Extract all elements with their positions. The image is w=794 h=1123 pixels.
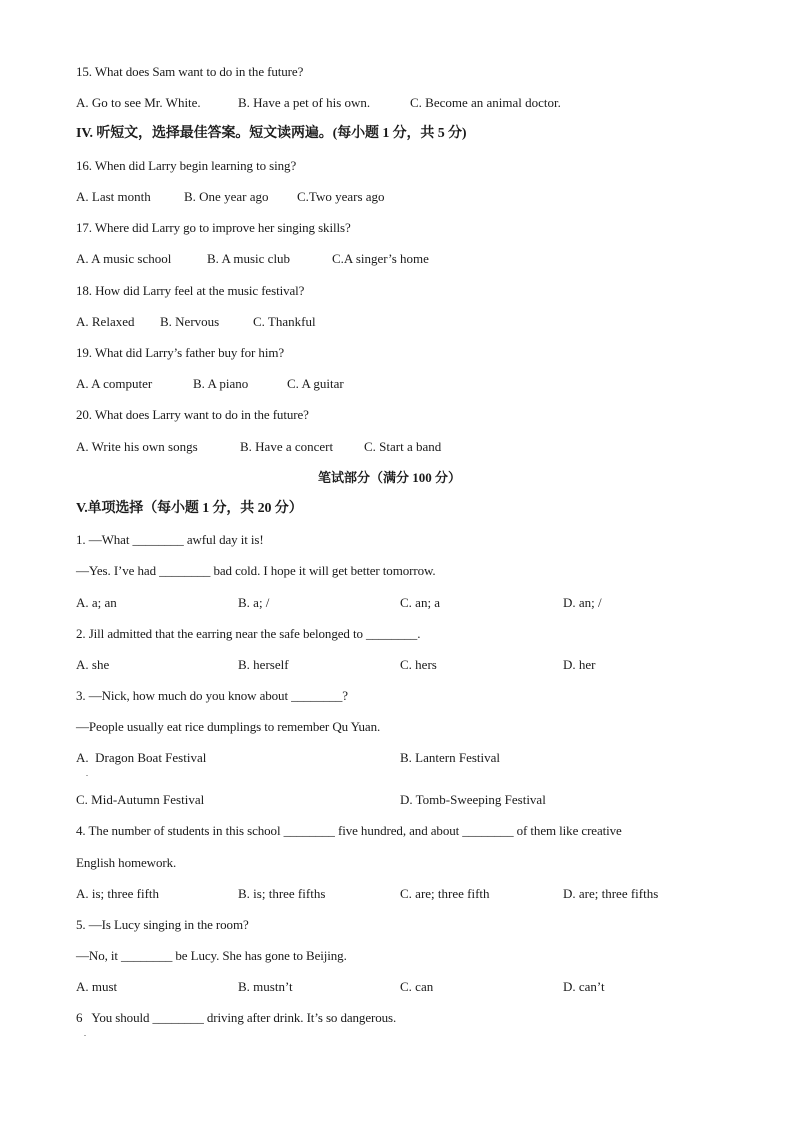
stray-dot-mark: . [86,769,88,778]
question-20-option-c: C. Start a band [364,439,442,454]
question-16-stem: 16. When did Larry begin learning to sing? [76,158,297,173]
mc-4-line-2: English homework. [76,855,177,870]
question-18-option-c: C. Thankful [253,314,316,329]
mc-4-option-c: C. are; three fifth [400,886,490,901]
mc-2-line-1: 2. Jill admitted that the earring near the safe belonged to ________. [76,626,421,641]
mc-3-line-1: 3. —Nick, how much do you know about ________? [76,688,348,703]
mc-5-line-2: —No, it ________ be Lucy. She has gone to Beijing. [76,948,347,963]
mc-4-line-1: 4. The number of students in this school ________ five hundred, and about ________ of them like creative [76,823,622,838]
question-15-stem: 15. What does Sam want to do in the future? [76,64,304,79]
section-v-heading: V.单项选择（每小题 1 分，共 20 分） [76,501,303,516]
mc-5-option-a: A. must [76,979,118,994]
mc-1-option-d: D. an; / [563,595,602,610]
question-15-option-c: C. Become an animal doctor. [410,95,561,110]
question-16-option-b: B. One year ago [184,189,269,204]
mc-4-option-d: D. are; three fifths [563,886,659,901]
mc-5-option-d: D. can’t [563,979,605,994]
question-18-option-a: A. Relaxed [76,314,135,329]
mc-5-line-1: 5. —Is Lucy singing in the room? [76,917,249,932]
mc-1-line-1: 1. —What ________ awful day it is! [76,532,264,547]
question-16-option-c: C.Two years ago [297,189,385,204]
question-16-option-a: A. Last month [76,189,151,204]
mc-6-line-1: 6 You should ________ driving after drink. It’s so dangerous. [76,1010,397,1025]
section-iv-heading: IV. 听短文，选择最佳答案。短文读两遍。(每小题 1 分，共 5 分) [76,126,467,141]
question-20-stem: 20. What does Larry want to do in the future? [76,407,309,422]
mc-1-option-c: C. an; a [400,595,441,610]
mc-2-option-c: C. hers [400,657,437,672]
question-17-stem: 17. Where did Larry go to improve her singing skills? [76,220,351,235]
question-19-option-b: B. A piano [193,376,249,391]
mc-3-option-b: B. Lantern Festival [400,750,501,765]
question-20-option-a: A. Write his own songs [76,439,198,454]
question-19-option-a: A. A computer [76,376,153,391]
stray-dot-mark: . [84,1029,86,1038]
question-17-option-c: C.A singer’s home [332,251,429,266]
question-17-option-b: B. A music club [207,251,291,266]
mc-5-option-b: B. mustn’t [238,979,293,994]
question-15-option-b: B. Have a pet of his own. [238,95,371,110]
question-19-option-c: C. A guitar [287,376,344,391]
mc-2-option-d: D. her [563,657,596,672]
mc-3-option-a: A. Dragon Boat Festival [76,750,207,765]
mc-2-option-b: B. herself [238,657,289,672]
mc-4-option-b: B. is; three fifths [238,886,326,901]
question-15-option-a: A. Go to see Mr. White. [76,95,201,110]
mc-4-option-a: A. is; three fifth [76,886,160,901]
mc-5-option-c: C. can [400,979,434,994]
mc-3-option-c: C. Mid-Autumn Festival [76,792,205,807]
mc-3-line-2: —People usually eat rice dumplings to remember Qu Yuan. [76,719,381,734]
question-19-stem: 19. What did Larry’s father buy for him? [76,345,285,360]
mc-1-line-2: —Yes. I’ve had ________ bad cold. I hope it will get better tomorrow. [76,563,436,578]
question-18-stem: 18. How did Larry feel at the music festival? [76,283,305,298]
mc-1-option-a: A. a; an [76,595,117,610]
mc-3-option-d: D. Tomb-Sweeping Festival [400,792,546,807]
written-part-heading: 笔试部分（满分 100 分） [318,470,462,485]
mc-2-option-a: A. she [76,657,110,672]
question-18-option-b: B. Nervous [160,314,220,329]
question-17-option-a: A. A music school [76,251,172,266]
mc-1-option-b: B. a; / [238,595,270,610]
question-20-option-b: B. Have a concert [240,439,334,454]
